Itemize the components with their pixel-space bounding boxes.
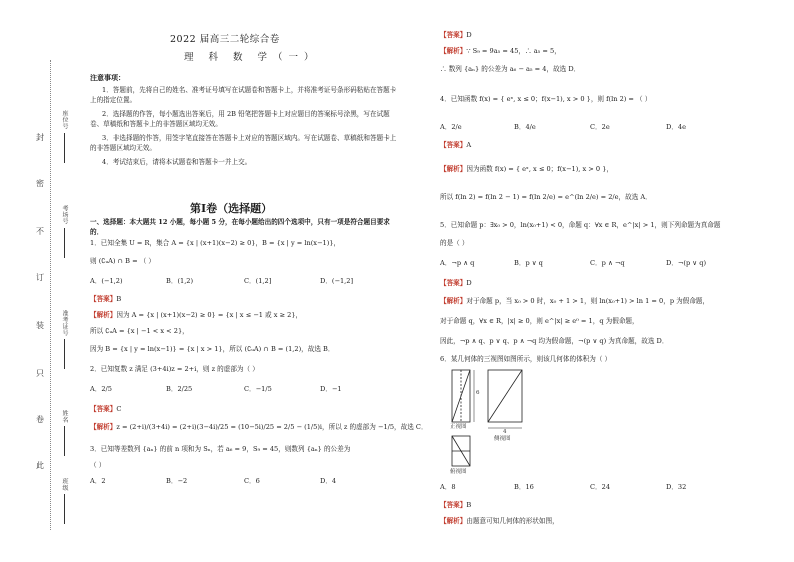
binding-strip bbox=[0, 0, 78, 562]
q4-explanation-line: 所以 f(ln 2) = f(ln 2 − 1) = f(ln 2/e) = e^(ln 2/e) = 2/e，故选 A． bbox=[440, 193, 652, 201]
q6-explanation: 【解析】由题意可知几何体的形状如图， bbox=[440, 517, 559, 525]
notice-item: 1．答题前，先将自己的姓名、准考证号填写在试题卷和答题卡上，并将准考证号条形码粘贴在答题卡上的指定位置。 bbox=[90, 86, 397, 104]
q4-option-a: A．2/e bbox=[440, 123, 462, 131]
q1-option-c: C．(1,2] bbox=[244, 277, 272, 285]
q4-option-d: D．4e bbox=[666, 123, 686, 131]
q5-option-d: D．¬(p ∨ q) bbox=[666, 259, 707, 267]
question-5-stem-end: 的是（ ） bbox=[440, 239, 469, 247]
q1-option-b: B．(1,2) bbox=[166, 277, 194, 285]
q5-option-a: A．¬p ∧ q bbox=[440, 259, 475, 267]
seal-dotted-line bbox=[50, 60, 51, 530]
field-name: 姓名 bbox=[60, 410, 69, 456]
question-1-stem-end: 则 (∁ᵤA) ∩ B = （ ） bbox=[90, 257, 155, 265]
three-view-drawing bbox=[450, 368, 570, 480]
q3-option-a: A．2 bbox=[90, 477, 106, 485]
notice-heading: 注意事项： bbox=[90, 73, 125, 82]
q5-option-b: B．p ∨ q bbox=[514, 259, 543, 267]
q3-explanation: 【解析】∵ S₉ = 9a₅ = 45，∴ a₅ = 5， bbox=[440, 47, 561, 55]
side-view-label: 侧视图 bbox=[494, 436, 511, 442]
q5-explanation-line: 因此，¬p ∧ q、p ∨ q、p ∧ ¬q 均为假命题，¬(p ∨ q) 为真命题，故选 D． bbox=[440, 337, 669, 345]
q6-option-d: D．32 bbox=[666, 483, 687, 491]
q2-option-a: A．2/5 bbox=[90, 385, 112, 393]
q1-explanation-line: 所以 ∁ᵤA = {x | −1 < x < 2}， bbox=[90, 327, 189, 335]
q2-option-c: C．−1/5 bbox=[244, 385, 272, 393]
q5-explanation-line: 对于命题 q，∀x ∈ R，|x| ≥ 0，则 e^|x| ≥ e⁰ = 1，q 为假命题， bbox=[440, 317, 639, 325]
q4-answer: 【答案】A bbox=[440, 141, 472, 149]
front-view-label: 正视图 bbox=[450, 424, 467, 430]
notice-item: 2．选择题的作答，每小题选出答案后，用 2B 铅笔把答题卡上对应题目的答案标号涂黑，写在试题卷、草稿纸和答题卡上的非答题区域均无效。 bbox=[90, 110, 390, 128]
question-5: 5．已知命题 p：∃x₀ > 0，ln(x₀+1) < 0，命题 q：∀x ∈ R，e^|x| > 1，则下列命题为真命题 bbox=[440, 221, 721, 229]
q6-option-a: A．8 bbox=[440, 483, 456, 491]
q6-option-c: C．24 bbox=[590, 483, 611, 491]
q5-answer: 【答案】D bbox=[440, 279, 472, 287]
notice-item: 3．非选择题的作答，用签字笔直接答在答题卡上对应的答题区域内。写在试题卷、草稿纸和答题卡上的非答题区域均无效。 bbox=[90, 134, 397, 152]
seal-char: 卷 bbox=[36, 415, 44, 424]
dim-label-4: 4 bbox=[503, 429, 507, 435]
q1-answer: 【答案】B bbox=[90, 295, 122, 303]
seal-char: 密 bbox=[36, 179, 44, 188]
q2-option-b: B．2/25 bbox=[166, 385, 193, 393]
seal-char: 封 bbox=[36, 133, 44, 142]
question-1: 1．已知全集 U = R，集合 A = {x | (x+1)(x−2) ≥ 0}，B = {x | y = ln(x−1)}， bbox=[90, 239, 341, 247]
top-view-label: 俯视图 bbox=[450, 469, 467, 475]
question-3: 3．已知等差数列 {aₙ} 的前 n 项和为 Sₙ，若 a₆ = 9，S₉ = 45，则数列 {aₙ} 的公差为 bbox=[90, 445, 351, 453]
q4-option-b: B．4/e bbox=[514, 123, 536, 131]
section-title: 第Ⅰ卷（选择题） bbox=[190, 202, 273, 215]
field-seat-number: 座位号 bbox=[60, 110, 69, 163]
q6-option-b: B．16 bbox=[514, 483, 534, 491]
q1-option-a: A．(−1,2) bbox=[90, 277, 123, 285]
three-view-figure bbox=[450, 368, 570, 480]
q4-explanation: 【解析】因为函数 f(x) = { eˣ, x ≤ 0；f(x−1), x > 0 }， bbox=[440, 165, 614, 173]
seal-char: 装 bbox=[36, 321, 44, 330]
seal-char: 不 bbox=[36, 227, 44, 236]
question-3-stem-end: （ ） bbox=[90, 461, 106, 469]
notice-item: 4．考试结束后，请将本试题卷和答题卡一并上交。 bbox=[102, 158, 252, 166]
question-6: 6．某几何体的三视图如图所示，则该几何体的体积为（ ） bbox=[440, 355, 612, 363]
exam-title: 2022 届高三二轮综合卷 bbox=[170, 34, 280, 45]
q2-option-d: D．−1 bbox=[320, 385, 342, 393]
field-admission-number: 准考证号 bbox=[60, 310, 69, 369]
q3-option-c: C．6 bbox=[244, 477, 260, 485]
q5-option-c: C．p ∧ ¬q bbox=[590, 259, 625, 267]
q3-explanation-line: ∴ 数列 {aₙ} 的公差为 a₆ − a₅ = 4，故选 D． bbox=[440, 65, 581, 73]
q5-explanation: 【解析】对于命题 p，当 x₀ > 0 时，x₀ + 1 > 1，则 ln(x₀+1) > ln 1 = 0，p 为假命题， bbox=[440, 297, 710, 305]
q3-option-d: D．4 bbox=[320, 477, 337, 485]
exam-subtitle: 理 科 数 学（一） bbox=[184, 52, 320, 63]
q1-option-d: D．(−1,2] bbox=[320, 277, 354, 285]
seal-char: 订 bbox=[36, 273, 44, 282]
q3-option-b: B．−2 bbox=[166, 477, 188, 485]
dim-label-6: 6 bbox=[476, 390, 480, 396]
seal-char: 此 bbox=[36, 461, 44, 470]
question-4: 4．已知函数 f(x) = { eˣ, x ≤ 0；f(x−1), x > 0 }，则 f(ln 2) = （ ） bbox=[440, 95, 652, 103]
q4-option-c: C．2e bbox=[590, 123, 610, 131]
q2-answer: 【答案】C bbox=[90, 405, 122, 413]
question-2: 2．已知复数 z 满足 (3+4i)z = 2+i，则 z 的虚部为（ ） bbox=[90, 365, 259, 373]
field-exam-room: 考场号 bbox=[60, 205, 69, 258]
field-class: 班级 bbox=[60, 478, 69, 524]
seal-char: 只 bbox=[36, 369, 44, 378]
q1-explanation: 【解析】因为 A = {x | (x+1)(x−2) ≥ 0} = {x | x ≤ −1 或 x ≥ 2}， bbox=[90, 311, 303, 319]
q6-answer: 【答案】B bbox=[440, 501, 472, 509]
section-intro: 一、选择题：本大题共 12 小题，每小题 5 分，在每小题给出的四个选项中，只有一项是符合题目要求的． bbox=[90, 218, 390, 236]
q2-explanation: 【解析】z = (2+i)/(3+4i) = (2+i)(3−4i)/25 = (10−5i)/25 = 2/5 − (1/5)i，所以 z 的虚部为 −1/5，故选 C． bbox=[90, 423, 428, 431]
q3-answer: 【答案】D bbox=[440, 31, 472, 39]
q1-explanation-line: 因为 B = {x | y = ln(x−1)} = {x | x > 1}，所以 (∁ᵤA) ∩ B = (1,2)，故选 B． bbox=[90, 345, 335, 353]
